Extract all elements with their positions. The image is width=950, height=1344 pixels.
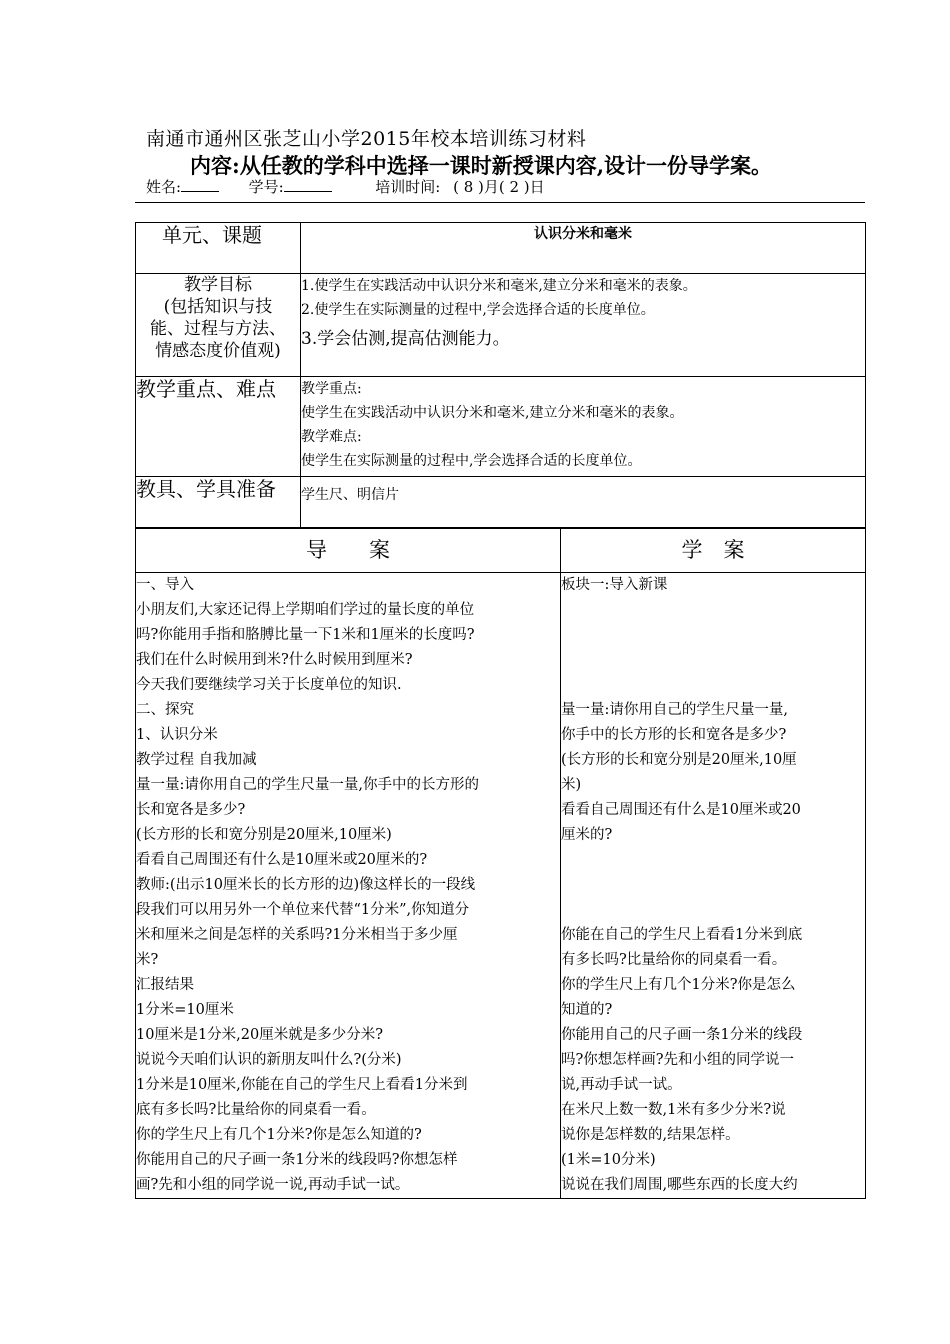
name-blank	[181, 177, 219, 192]
study-line: 说说在我们周围,哪些东西的长度大约	[561, 1177, 798, 1193]
spacer	[561, 873, 865, 898]
guide-line: 10厘米是1分米,20厘米就是多少分米?	[136, 1027, 384, 1043]
study-line: 你的学生尺上有几个1分米?你是怎么	[561, 977, 796, 993]
key-item: 使学生在实际测量的过程中,学会选择合适的长度单位。	[301, 453, 642, 469]
goal-item: 1.使学生在实践活动中认识分米和毫米,建立分米和毫米的表象。	[301, 278, 697, 294]
spacer	[561, 898, 865, 923]
guide-line: 小朋友们,大家还记得上学期咱们学过的量长度的单位	[136, 602, 475, 618]
goals-label-line: 教学目标	[184, 275, 252, 295]
guide-line: 教师:(出示10厘米长的长方形的边)像这样长的一段线	[136, 877, 476, 893]
guide-line: 二、探究	[136, 702, 194, 718]
key-item: 教学难点:	[301, 429, 362, 445]
goals-label-line: 情感态度价值观)	[155, 341, 281, 361]
guide-line: 你能用自己的尺子画一条1分米的线段吗?你想怎样	[136, 1152, 458, 1168]
goals-label-line: (包括知识与技	[163, 297, 273, 317]
guide-line: 米?	[136, 952, 159, 968]
content-title: 内容:从任教的学科中选择一课时新授课内容,设计一份导学案。	[190, 153, 773, 178]
guide-line: 看看自己周围还有什么是10厘米或20厘米的?	[136, 852, 428, 868]
time-value: ( 8 )月( 2 )日	[453, 178, 545, 196]
guide-line: 量一量:请你用自己的学生尺量一量,你手中的长方形的	[136, 777, 479, 793]
guide-line: 教学过程 自我加减	[136, 752, 257, 768]
study-line: 吗?你想怎样画?先和小组的同学说一	[561, 1052, 795, 1068]
study-line: 量一量:请你用自己的学生尺量一量,	[561, 702, 788, 718]
study-line: 板块一:导入新课	[561, 577, 668, 593]
spacer	[561, 623, 865, 648]
id-label: 学号:	[248, 178, 284, 196]
study-line: (1米=10分米)	[561, 1152, 656, 1168]
guide-column	[136, 573, 561, 1199]
guide-line: 1、认识分米	[136, 727, 218, 743]
study-line: 你能在自己的学生尺上看看1分米到底	[561, 927, 803, 943]
guide-line: 吗?你能用手指和胳膊比量一下1米和1厘米的长度吗?	[136, 627, 475, 643]
spacer	[561, 648, 865, 673]
guide-line: 米和厘米之间是怎样的关系吗?1分米相当于多少厘	[136, 927, 458, 943]
header-divider	[135, 202, 865, 203]
goal-item: 2.使学生在实际测量的过程中,学会选择合适的长度单位。	[301, 302, 655, 318]
spacer	[561, 848, 865, 873]
tools-label: 教具、学具准备	[136, 477, 301, 528]
guide-line: 说说今天咱们认识的新朋友叫什么?(分米)	[136, 1052, 402, 1068]
study-column	[561, 573, 866, 1199]
goals-content	[301, 274, 866, 377]
study-header: 学 案	[561, 529, 866, 573]
study-line: (长方形的长和宽分别是20厘米,10厘	[561, 752, 797, 768]
guide-header: 导 案	[136, 529, 561, 573]
guide-line: 1分米=10厘米	[136, 1002, 234, 1018]
unit-label: 单元、课题	[136, 223, 301, 274]
name-label: 姓名:	[146, 178, 182, 196]
study-line: 知道的?	[561, 1002, 613, 1018]
guide-line: 我们在什么时候用到米?什么时候用到厘米?	[136, 652, 413, 668]
guide-line: 1分米是10厘米,你能在自己的学生尺上看看1分米到	[136, 1077, 468, 1093]
lesson-info-table	[135, 222, 866, 528]
goals-label-line: 能、过程与方法、	[150, 319, 286, 339]
guide-line: 你的学生尺上有几个1分米?你是怎么知道的?	[136, 1127, 422, 1143]
unit-value: 认识分米和毫米	[301, 223, 866, 274]
key-item: 使学生在实践活动中认识分米和毫米,建立分米和毫米的表象。	[301, 405, 684, 421]
student-info-line	[146, 176, 545, 197]
guide-line: (长方形的长和宽分别是20厘米,10厘米)	[136, 827, 392, 843]
guide-line: 一、导入	[136, 577, 194, 593]
study-line: 在米尺上数一数,1米有多少分米?说	[561, 1102, 786, 1118]
id-blank	[284, 177, 332, 192]
spacer	[561, 598, 865, 623]
guide-line: 长和宽各是多少?	[136, 802, 246, 818]
study-line: 你能用自己的尺子画一条1分米的线段	[561, 1027, 803, 1043]
study-line: 说你是怎样数的,结果怎样。	[561, 1127, 740, 1143]
study-line: 看看自己周围还有什么是10厘米或20	[561, 802, 801, 818]
study-line: 米)	[561, 777, 582, 793]
goal-item: 3.学会估测,提高估测能力。	[301, 329, 510, 349]
key-content	[301, 377, 866, 477]
guide-line: 底有多长吗?比量给你的同桌看一看。	[136, 1102, 376, 1118]
key-label: 教学重点、难点	[136, 377, 301, 477]
guide-line: 画?先和小组的同学说一说,再动手试一试。	[136, 1177, 410, 1193]
guide-table	[135, 528, 866, 1199]
study-line: 说,再动手试一试。	[561, 1077, 682, 1093]
key-item: 教学重点:	[301, 381, 362, 397]
spacer	[561, 673, 865, 698]
study-line: 你手中的长方形的长和宽各是多少?	[561, 727, 787, 743]
time-label: 培训时间:	[375, 178, 441, 196]
tools-value: 学生尺、明信片	[301, 477, 866, 528]
guide-line: 段我们可以用另外一个单位来代替“1分米”,你知道分	[136, 902, 470, 918]
guide-line: 今天我们要继续学习关于长度单位的知识.	[136, 677, 402, 693]
study-line: 厘米的?	[561, 827, 613, 843]
guide-line: 汇报结果	[136, 977, 194, 993]
goals-label	[136, 274, 301, 377]
school-title: 南通市通州区张芝山小学2015年校本培训练习材料	[146, 128, 587, 150]
study-line: 有多长吗?比量给你的同桌看一看。	[561, 952, 787, 968]
